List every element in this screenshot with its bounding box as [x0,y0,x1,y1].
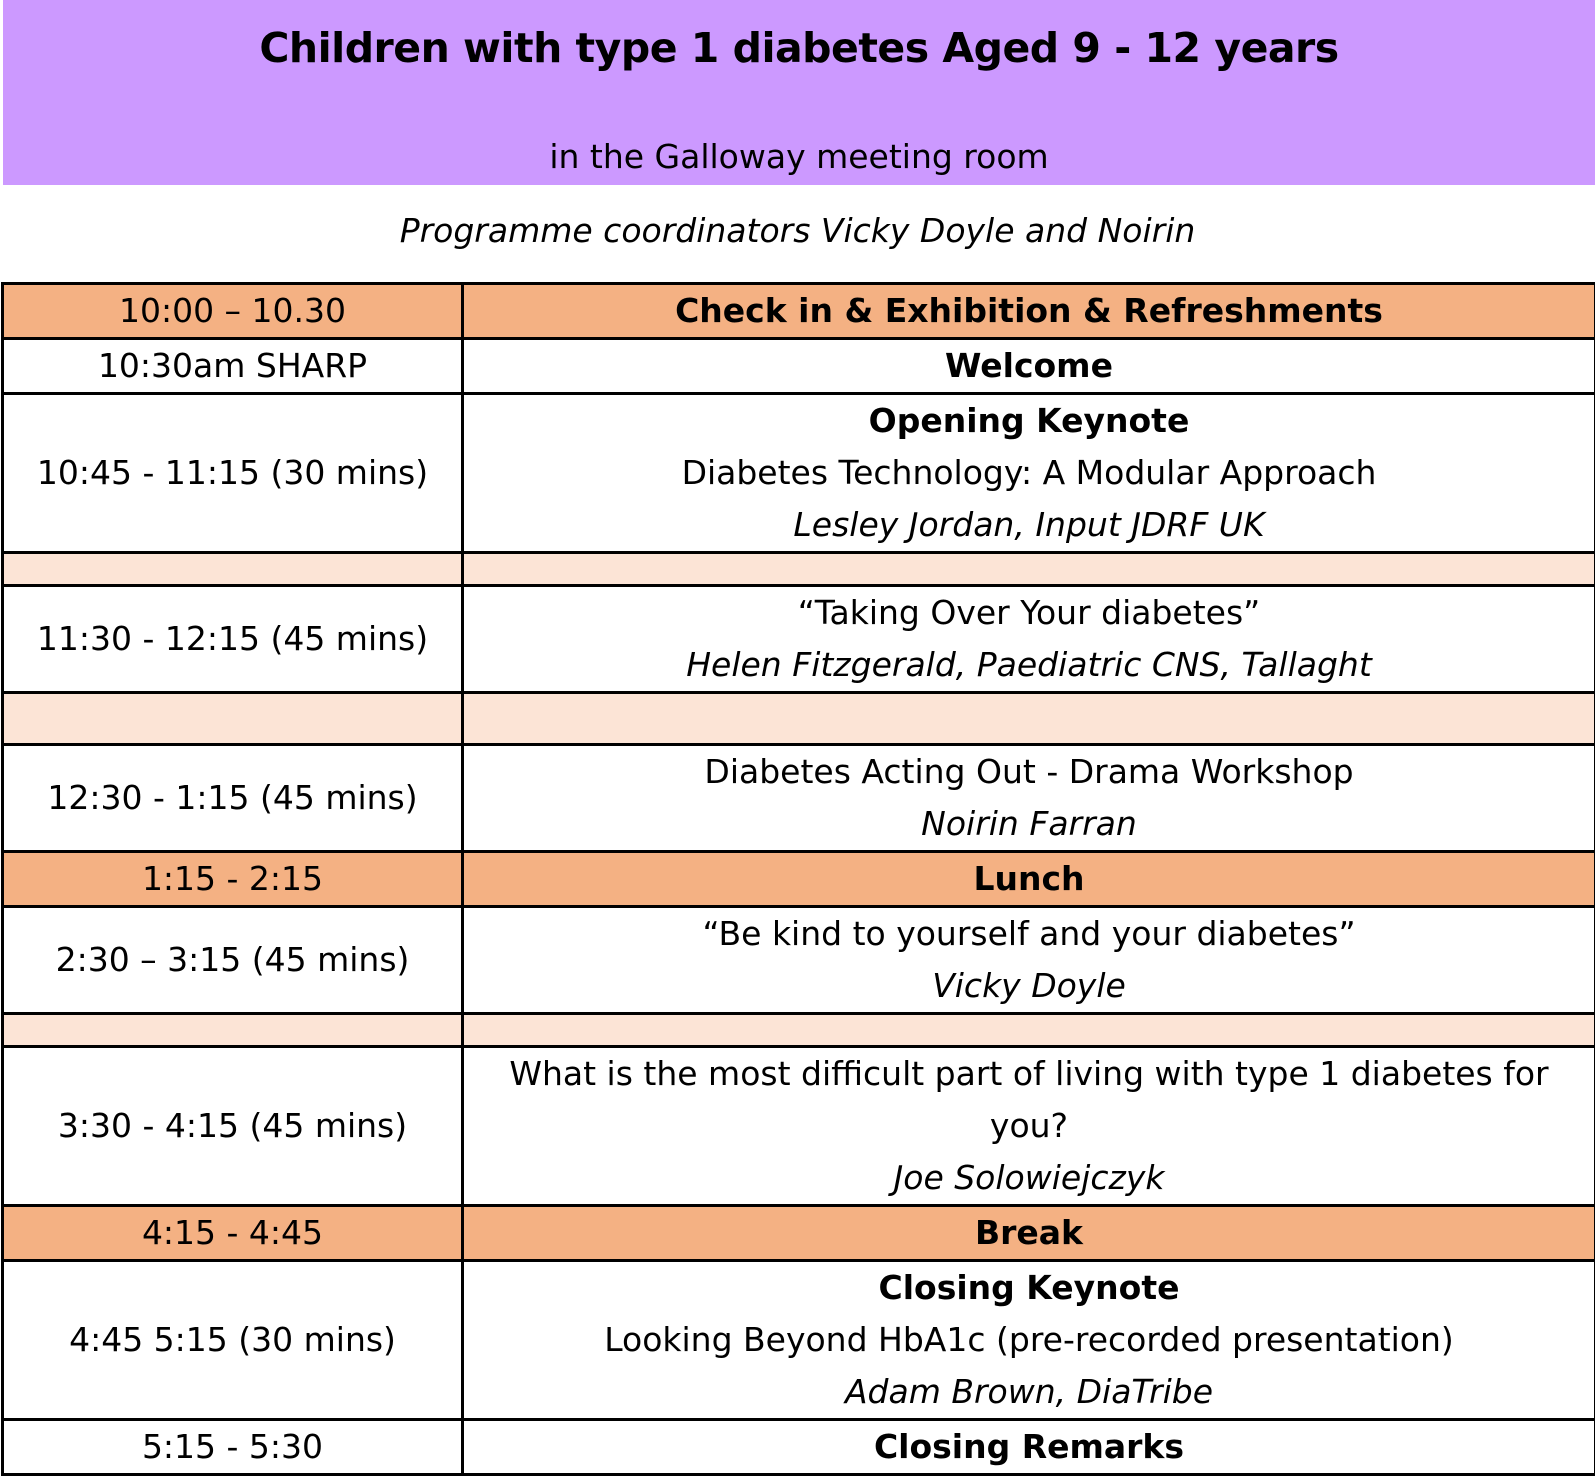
event-cell [463,852,1595,907]
event-title: Closing Remarks [874,1427,1184,1466]
schedule-row-break [3,1206,1595,1261]
schedule-row-gap [3,553,1595,586]
event-title: Lunch [973,859,1084,898]
event-cell [463,1261,1595,1420]
time-cell: 10:45 - 11:15 (30 mins) [3,394,463,553]
event-title: Welcome [945,346,1113,385]
time-cell: 10:00 – 10.30 [3,284,463,339]
programme-coordinators: Programme coordinators Vicky Doyle and Noirin [0,211,1595,250]
session-title: “Be kind to yourself and your diabetes” [464,908,1594,960]
time-cell: 2:30 – 3:15 (45 mins) [3,907,463,1014]
time-cell [3,553,463,586]
event-title: Closing Keynote [464,1262,1594,1314]
event-cell [463,1420,1595,1475]
schedule-row-closing-remarks [3,1420,1595,1475]
speaker-name: Noirin Farran [464,798,1594,850]
event-cell [463,1047,1595,1206]
time-cell [3,693,463,745]
session-title: “Taking Over Your diabetes” [464,587,1594,639]
event-cell [463,745,1595,852]
event-cell [463,284,1595,339]
schedule-row-welcome [3,339,1595,394]
page-title: Children with type 1 diabetes Aged 9 - 12 years [3,24,1595,72]
event-cell [463,1014,1595,1047]
speaker-name: Vicky Doyle [464,960,1594,1012]
speaker-name: Lesley Jordan, Input JDRF UK [464,499,1594,551]
time-cell: 3:30 - 4:15 (45 mins) [3,1047,463,1206]
schedule-row-gap [3,1014,1595,1047]
session-title: Looking Beyond HbA1c (pre-recorded presentation) [464,1314,1594,1366]
speaker-name: Adam Brown, DiaTribe [464,1366,1594,1418]
event-title: Opening Keynote [464,395,1594,447]
schedule-row-gap [3,693,1595,745]
schedule-table [1,282,1595,1476]
schedule-row-drama-workshop [3,745,1595,852]
time-cell: 5:15 - 5:30 [3,1420,463,1475]
event-cell [463,693,1595,745]
event-cell [463,553,1595,586]
event-title: Check in & Exhibition & Refreshments [675,291,1383,330]
event-cell [463,907,1595,1014]
schedule-row-be-kind [3,907,1595,1014]
time-cell: 4:15 - 4:45 [3,1206,463,1261]
schedule-row-closing-keynote [3,1261,1595,1420]
time-cell: 4:45 5:15 (30 mins) [3,1261,463,1420]
event-cell [463,586,1595,693]
time-cell: 11:30 - 12:15 (45 mins) [3,586,463,693]
schedule-row-opening-keynote [3,394,1595,553]
event-cell [463,394,1595,553]
event-title: Break [975,1213,1083,1252]
header-banner [3,0,1595,185]
time-cell: 12:30 - 1:15 (45 mins) [3,745,463,852]
speaker-name: Joe Solowiejczyk [464,1152,1594,1204]
time-cell: 1:15 - 2:15 [3,852,463,907]
location-subtitle: in the Galloway meeting room [3,137,1595,176]
speaker-name: Helen Fitzgerald, Paediatric CNS, Tallaght [464,639,1594,691]
schedule-row-difficult-part [3,1047,1595,1206]
event-cell [463,339,1595,394]
schedule-row-lunch [3,852,1595,907]
session-title: Diabetes Acting Out - Drama Workshop [464,746,1594,798]
time-cell [3,1014,463,1047]
event-cell [463,1206,1595,1261]
session-title: What is the most difficult part of living with type 1 diabetes for you? [464,1048,1594,1152]
schedule-row-checkin [3,284,1595,339]
session-title: Diabetes Technology: A Modular Approach [464,447,1594,499]
time-cell: 10:30am SHARP [3,339,463,394]
schedule-row-taking-over [3,586,1595,693]
